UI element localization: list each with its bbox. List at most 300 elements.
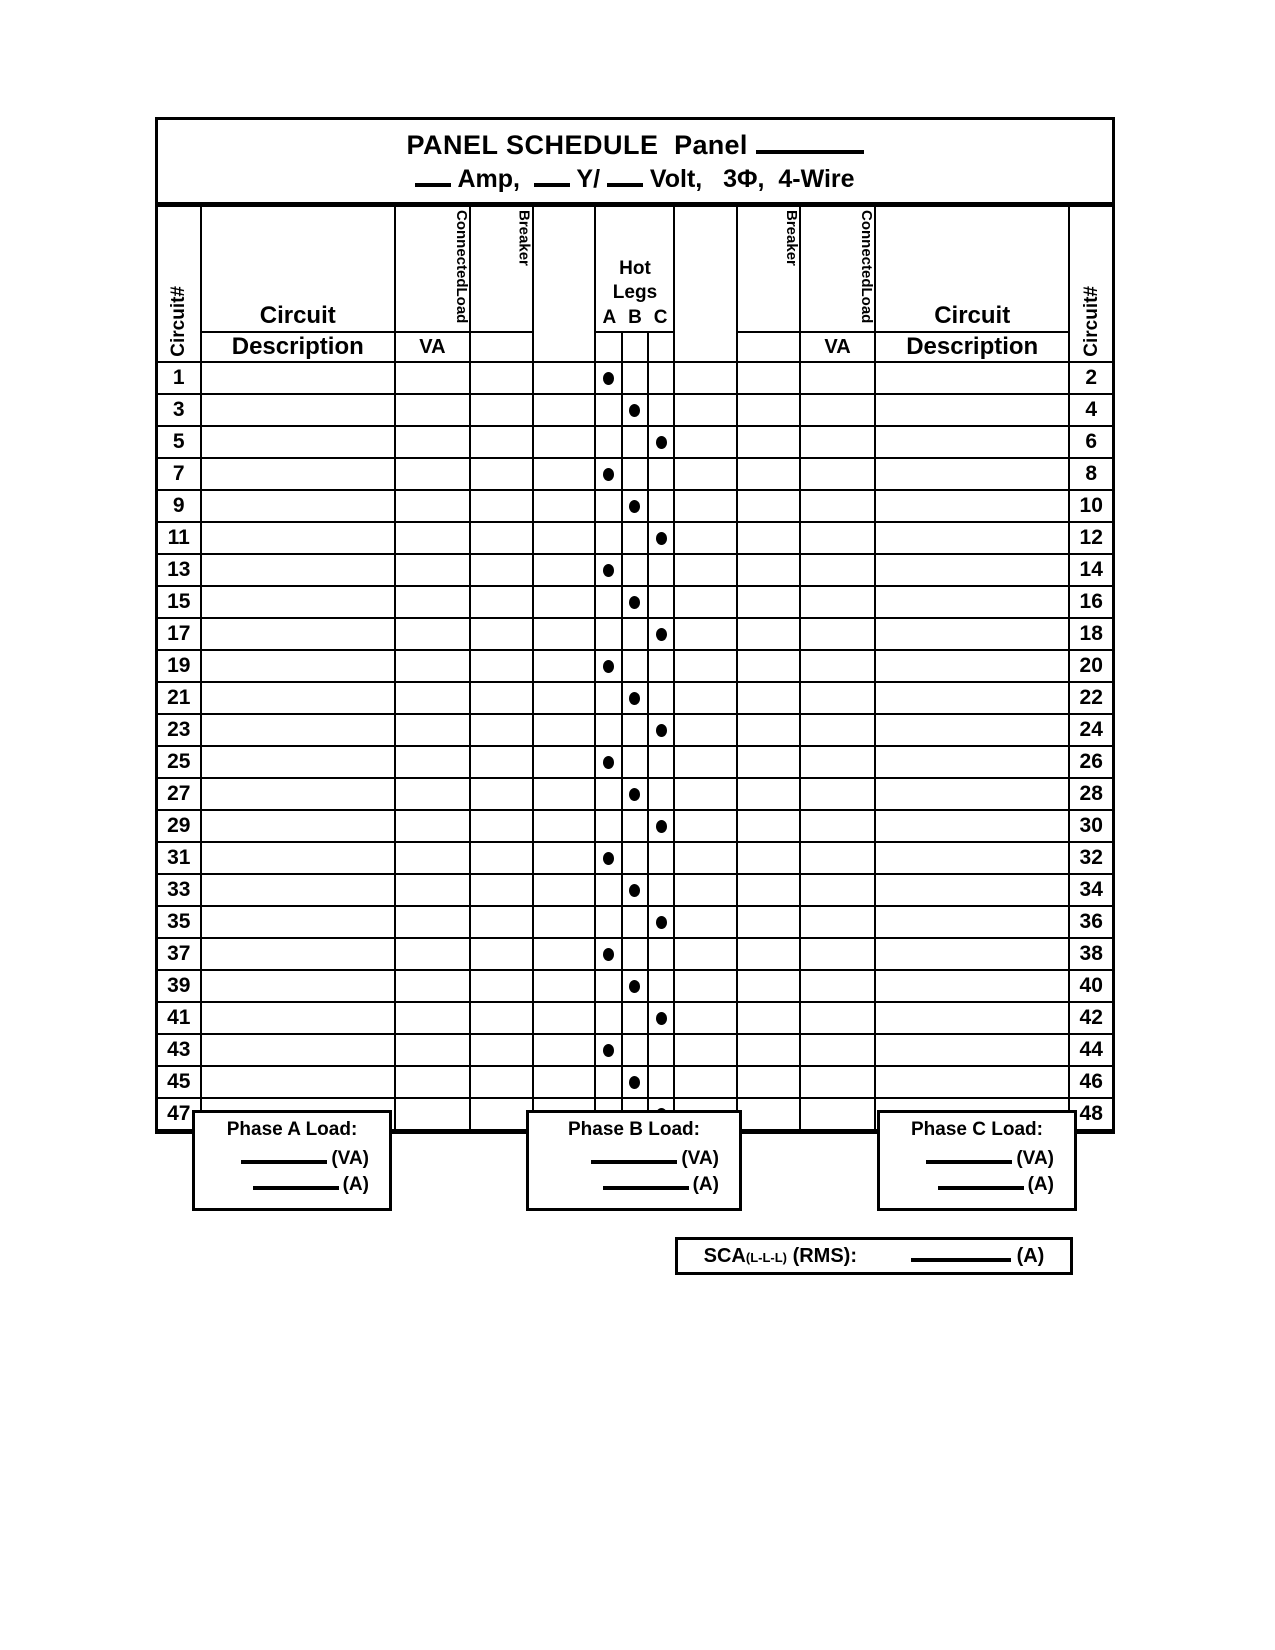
breaker-right-cell[interactable]	[737, 426, 800, 458]
hot-leg-a-cell	[595, 810, 621, 842]
phase-b-va-line[interactable]	[539, 1148, 729, 1170]
breaker-right-cell[interactable]	[737, 586, 800, 618]
connected-load-left-cell[interactable]	[395, 554, 470, 586]
hot-leg-b-cell	[622, 810, 648, 842]
hot-leg-b-cell	[622, 1034, 648, 1066]
spacer-left-cell	[533, 362, 596, 394]
circuit-number-left: 31	[158, 842, 201, 874]
spacer-right-cell	[674, 554, 737, 586]
circuit-number-left: 27	[158, 778, 201, 810]
breaker-left-cell[interactable]	[470, 490, 533, 522]
spacer-right-cell	[674, 586, 737, 618]
table-row	[158, 714, 1112, 746]
hot-leg-c-cell	[648, 522, 674, 554]
phase-a-load-box	[192, 1110, 392, 1211]
spacer-right-cell	[674, 906, 737, 938]
connected-load-right-cell[interactable]	[800, 810, 875, 842]
circuit-description-right-cell[interactable]	[875, 618, 1069, 650]
circuit-number-right: 22	[1069, 682, 1112, 714]
hot-leg-c-cell	[648, 394, 674, 426]
circuit-number-right: 24	[1069, 714, 1112, 746]
phase-c-amp-line[interactable]	[890, 1174, 1064, 1196]
phase-b-amp-blank[interactable]	[603, 1175, 689, 1190]
circuit-description-left-cell[interactable]	[201, 458, 395, 490]
phase-c-va-blank[interactable]	[926, 1149, 1012, 1164]
connected-load-left-cell[interactable]	[395, 362, 470, 394]
spacer-right-cell	[674, 682, 737, 714]
spacer-right-cell	[674, 1066, 737, 1098]
circuit-description-right-cell[interactable]	[875, 810, 1069, 842]
breaker-right-cell[interactable]	[737, 842, 800, 874]
header-leg-b-sub	[622, 332, 648, 362]
wye-voltage-blank[interactable]	[534, 171, 570, 187]
sca-value-blank[interactable]	[911, 1247, 1011, 1262]
connected-load-right-cell[interactable]	[800, 394, 875, 426]
circuit-description-left-cell[interactable]	[201, 426, 395, 458]
breaker-left-cell[interactable]	[470, 394, 533, 426]
connected-load-right-cell[interactable]	[800, 746, 875, 778]
hot-leg-a-cell	[595, 650, 621, 682]
breaker-right-cell[interactable]	[737, 1098, 800, 1130]
breaker-right-cell[interactable]	[737, 1034, 800, 1066]
hot-leg-a-cell	[595, 842, 621, 874]
phase-b-load-box	[526, 1110, 742, 1211]
phase-dot-c	[656, 532, 667, 545]
spacer-left-cell	[533, 1002, 596, 1034]
breaker-left-cell[interactable]	[470, 970, 533, 1002]
breaker-left-cell[interactable]	[470, 1002, 533, 1034]
breaker-left-cell[interactable]	[470, 778, 533, 810]
breaker-right-cell[interactable]	[737, 1002, 800, 1034]
circuit-description-right-cell[interactable]	[875, 554, 1069, 586]
hot-leg-c-cell	[648, 426, 674, 458]
connected-load-left-cell[interactable]	[395, 714, 470, 746]
connected-load-left-cell[interactable]	[395, 426, 470, 458]
circuit-description-right-cell[interactable]	[875, 426, 1069, 458]
table-row	[158, 970, 1112, 1002]
hot-leg-b-cell	[622, 522, 648, 554]
header-breaker-right	[737, 206, 800, 332]
circuit-description-right-cell[interactable]	[875, 842, 1069, 874]
hot-leg-b-cell	[622, 970, 648, 1002]
circuit-number-right: 12	[1069, 522, 1112, 554]
connected-load-right-cell[interactable]	[800, 522, 875, 554]
breaker-right-cell[interactable]	[737, 394, 800, 426]
circuit-grid	[158, 205, 1112, 1131]
circuit-number-right: 30	[1069, 810, 1112, 842]
sca-line	[704, 1245, 1045, 1268]
hot-leg-a-cell	[595, 1034, 621, 1066]
grid-header	[158, 206, 1112, 362]
header-leg-c-sub	[648, 332, 674, 362]
spacer-right-cell	[674, 490, 737, 522]
phase-c-va-line[interactable]	[890, 1148, 1064, 1170]
connected-load-left-cell[interactable]	[395, 522, 470, 554]
connected-load-right-cell[interactable]	[800, 1066, 875, 1098]
breaker-left-cell[interactable]	[470, 586, 533, 618]
connected-load-left-cell[interactable]	[395, 970, 470, 1002]
circuit-description-left-cell[interactable]	[201, 1034, 395, 1066]
breaker-left-cell[interactable]	[470, 650, 533, 682]
breaker-right-cell[interactable]	[737, 458, 800, 490]
connected-load-right-cell[interactable]	[800, 586, 875, 618]
circuit-number-right: 16	[1069, 586, 1112, 618]
hot-leg-c-cell	[648, 650, 674, 682]
connected-load-right-cell[interactable]	[800, 682, 875, 714]
breaker-right-cell[interactable]	[737, 938, 800, 970]
connected-load-right-cell[interactable]	[800, 970, 875, 1002]
circuit-number-right: 34	[1069, 874, 1112, 906]
breaker-left-cell[interactable]	[470, 714, 533, 746]
table-row	[158, 394, 1112, 426]
phase-b-amp-line[interactable]	[539, 1174, 729, 1196]
phase-c-va-unit: (VA)	[1016, 1148, 1054, 1169]
spacer-left-cell	[533, 746, 596, 778]
connected-load-left-cell[interactable]	[395, 394, 470, 426]
circuit-description-left-cell[interactable]	[201, 394, 395, 426]
circuit-number-right: 48	[1069, 1098, 1112, 1130]
circuit-description-left-cell[interactable]	[201, 842, 395, 874]
phase-dot-a	[603, 1044, 614, 1057]
breaker-right-cell[interactable]	[737, 618, 800, 650]
header-desc-right-line2-cell	[875, 332, 1069, 362]
circuit-description-right-cell[interactable]	[875, 714, 1069, 746]
breaker-left-cell[interactable]	[470, 810, 533, 842]
breaker-right-cell[interactable]	[737, 906, 800, 938]
phase-dot-a	[603, 852, 614, 865]
hot-leg-b-cell	[622, 874, 648, 906]
connected-load-right-cell[interactable]	[800, 1002, 875, 1034]
breaker-left-cell[interactable]	[470, 1098, 533, 1130]
connected-load-right-cell[interactable]	[800, 1098, 875, 1130]
hot-leg-c-cell	[648, 1034, 674, 1066]
breaker-right-cell[interactable]	[737, 970, 800, 1002]
connected-load-left-cell[interactable]	[395, 810, 470, 842]
circuit-number-left: 5	[158, 426, 201, 458]
phase-dot-c	[656, 916, 667, 929]
connected-load-left-cell[interactable]	[395, 1034, 470, 1066]
phase-a-amp-unit: (A)	[342, 1174, 369, 1195]
circuit-description-left-cell[interactable]	[201, 682, 395, 714]
hot-leg-a-cell	[595, 746, 621, 778]
phase-c-amp-blank[interactable]	[938, 1175, 1024, 1190]
circuit-description-left-cell[interactable]	[201, 522, 395, 554]
breaker-right-cell[interactable]	[737, 778, 800, 810]
phase-a-amp-blank[interactable]	[253, 1175, 339, 1190]
connected-load-left-cell[interactable]	[395, 586, 470, 618]
connected-load-right-cell[interactable]	[800, 842, 875, 874]
circuit-description-right-cell[interactable]	[875, 458, 1069, 490]
connected-load-left-cell[interactable]	[395, 906, 470, 938]
breaker-right-cell[interactable]	[737, 362, 800, 394]
connected-load-left-cell[interactable]	[395, 842, 470, 874]
header-leg-letters	[596, 304, 673, 330]
phase-dot-a	[603, 948, 614, 961]
connected-load-right-cell[interactable]	[800, 554, 875, 586]
breaker-right-cell[interactable]	[737, 746, 800, 778]
circuit-number-right: 38	[1069, 938, 1112, 970]
table-row	[158, 874, 1112, 906]
breaker-right-cell[interactable]	[737, 650, 800, 682]
connected-load-left-cell[interactable]	[395, 458, 470, 490]
circuit-description-right-cell[interactable]	[875, 778, 1069, 810]
circuit-description-right-cell[interactable]	[875, 970, 1069, 1002]
spacer-left-cell	[533, 1066, 596, 1098]
connected-load-left-cell[interactable]	[395, 938, 470, 970]
hot-leg-b-cell	[622, 746, 648, 778]
circuit-description-right-cell[interactable]	[875, 650, 1069, 682]
phase-dot-b	[629, 404, 640, 417]
circuit-description-right-cell[interactable]	[875, 746, 1069, 778]
spacer-right-cell	[674, 650, 737, 682]
header-desc-left-line2: Description	[231, 333, 364, 360]
breaker-right-cell[interactable]	[737, 682, 800, 714]
connected-load-left-cell[interactable]	[395, 650, 470, 682]
circuit-description-left-cell[interactable]	[201, 746, 395, 778]
circuit-number-right: 26	[1069, 746, 1112, 778]
circuit-description-right-cell[interactable]	[875, 586, 1069, 618]
connected-load-right-cell[interactable]	[800, 1034, 875, 1066]
spacer-right-cell	[674, 778, 737, 810]
circuit-description-right-cell[interactable]	[875, 362, 1069, 394]
circuit-description-left-cell[interactable]	[201, 874, 395, 906]
circuit-description-left-cell[interactable]	[201, 586, 395, 618]
hot-leg-c-cell	[648, 618, 674, 650]
connected-load-right-cell[interactable]	[800, 618, 875, 650]
breaker-right-cell[interactable]	[737, 810, 800, 842]
volt-blank[interactable]	[607, 171, 643, 187]
circuit-description-left-cell[interactable]	[201, 714, 395, 746]
circuit-number-left: 19	[158, 650, 201, 682]
circuit-description-left-cell[interactable]	[201, 906, 395, 938]
circuit-description-left-cell[interactable]	[201, 650, 395, 682]
breaker-left-cell[interactable]	[470, 746, 533, 778]
connected-load-right-cell[interactable]	[800, 426, 875, 458]
spacer-right-cell	[674, 618, 737, 650]
spacer-left-cell	[533, 842, 596, 874]
circuit-number-left: 35	[158, 906, 201, 938]
phase-a-va-blank[interactable]	[241, 1149, 327, 1164]
circuit-description-left-cell[interactable]	[201, 618, 395, 650]
header-circuit-number-right	[1069, 206, 1112, 362]
breaker-right-cell[interactable]	[737, 490, 800, 522]
connected-load-left-cell[interactable]	[395, 1066, 470, 1098]
circuit-description-right-cell[interactable]	[875, 938, 1069, 970]
phase-dot-a	[603, 468, 614, 481]
circuit-number-right: 32	[1069, 842, 1112, 874]
phase-a-amp-line[interactable]	[205, 1174, 379, 1196]
header-circuit-description-right	[875, 206, 1069, 332]
amp-label: Amp,	[457, 164, 520, 193]
header-hot-legs-line1: Hot	[619, 257, 651, 279]
spacer-right-cell	[674, 970, 737, 1002]
circuit-description-right-cell[interactable]	[875, 682, 1069, 714]
hot-leg-c-cell	[648, 842, 674, 874]
connected-load-left-cell[interactable]	[395, 1098, 470, 1130]
spacer-left-cell	[533, 714, 596, 746]
connected-load-right-cell[interactable]	[800, 778, 875, 810]
spacer-left-cell	[533, 874, 596, 906]
sca-subscript: (L-L-L)	[745, 1249, 788, 1265]
breaker-left-cell[interactable]	[470, 1034, 533, 1066]
circuit-number-left: 25	[158, 746, 201, 778]
header-va-left: VA	[395, 332, 470, 362]
spacer-right-cell	[674, 810, 737, 842]
breaker-left-cell[interactable]	[470, 618, 533, 650]
table-row	[158, 426, 1112, 458]
connected-load-left-cell[interactable]	[395, 778, 470, 810]
hot-leg-b-cell	[622, 1002, 648, 1034]
connected-load-right-cell[interactable]	[800, 458, 875, 490]
table-row	[158, 746, 1112, 778]
hot-leg-a-cell	[595, 938, 621, 970]
connected-load-left-cell[interactable]	[395, 618, 470, 650]
title-panel-label: Panel	[674, 130, 748, 160]
header-circuit-number-left	[158, 206, 201, 362]
table-row	[158, 490, 1112, 522]
hot-leg-a-cell	[595, 618, 621, 650]
breaker-left-cell[interactable]	[470, 426, 533, 458]
breaker-left-cell[interactable]	[470, 458, 533, 490]
connected-load-left-cell[interactable]	[395, 746, 470, 778]
phase-dot-a	[603, 372, 614, 385]
breaker-left-cell[interactable]	[470, 938, 533, 970]
hot-leg-b-cell	[622, 394, 648, 426]
circuit-description-left-cell[interactable]	[201, 490, 395, 522]
spacer-right-cell	[674, 714, 737, 746]
connected-load-left-cell[interactable]	[395, 682, 470, 714]
hot-leg-a-cell	[595, 426, 621, 458]
spacer-left-cell	[533, 554, 596, 586]
phase-dot-b	[629, 788, 640, 801]
spacer-right-cell	[674, 522, 737, 554]
hot-leg-c-cell	[648, 1002, 674, 1034]
connected-load-left-cell[interactable]	[395, 874, 470, 906]
hot-leg-b-cell	[622, 714, 648, 746]
spacer-left-cell	[533, 426, 596, 458]
breaker-right-cell[interactable]	[737, 714, 800, 746]
hot-leg-c-cell	[648, 970, 674, 1002]
breaker-left-cell[interactable]	[470, 522, 533, 554]
breaker-left-cell[interactable]	[470, 906, 533, 938]
phase-dot-c	[656, 628, 667, 641]
phase-a-va-line[interactable]	[205, 1148, 379, 1170]
circuit-description-left-cell[interactable]	[201, 1066, 395, 1098]
breaker-left-cell[interactable]	[470, 842, 533, 874]
breaker-right-cell[interactable]	[737, 522, 800, 554]
breaker-right-cell[interactable]	[737, 554, 800, 586]
spacer-left-cell	[533, 618, 596, 650]
header-leg-a-sub	[595, 332, 621, 362]
spacer-left-cell	[533, 490, 596, 522]
circuit-description-right-cell[interactable]	[875, 1002, 1069, 1034]
circuit-description-right-cell[interactable]	[875, 874, 1069, 906]
circuit-number-left: 47	[158, 1098, 201, 1130]
connected-load-right-cell[interactable]	[800, 362, 875, 394]
hot-leg-a-cell	[595, 874, 621, 906]
phase-dot-c	[656, 820, 667, 833]
circuit-number-right: 36	[1069, 906, 1112, 938]
breaker-left-cell[interactable]	[470, 362, 533, 394]
circuit-description-right-cell[interactable]	[875, 906, 1069, 938]
phase-b-va-blank[interactable]	[591, 1149, 677, 1164]
spacer-right-cell	[674, 458, 737, 490]
spacer-left-cell	[533, 810, 596, 842]
spacer-left-cell	[533, 778, 596, 810]
header-connected-load-right-label: ConnectedLoad	[857, 209, 875, 324]
connected-load-right-cell[interactable]	[800, 938, 875, 970]
breaker-left-cell[interactable]	[470, 682, 533, 714]
breaker-left-cell[interactable]	[470, 874, 533, 906]
spacer-left-cell	[533, 682, 596, 714]
spacer-left-cell	[533, 906, 596, 938]
header-breaker-right-sub	[737, 332, 800, 362]
circuit-description-right-cell[interactable]	[875, 1034, 1069, 1066]
sca-label: SCA	[703, 1244, 746, 1267]
circuit-description-left-cell[interactable]	[201, 970, 395, 1002]
header-va-right: VA	[800, 332, 875, 362]
connected-load-left-cell[interactable]	[395, 490, 470, 522]
connected-load-right-cell[interactable]	[800, 650, 875, 682]
breaker-right-cell[interactable]	[737, 1066, 800, 1098]
hot-leg-c-cell	[648, 554, 674, 586]
header-breaker-left-sub	[470, 332, 533, 362]
hot-leg-c-cell	[648, 938, 674, 970]
header-breaker-left	[470, 206, 533, 332]
circuit-number-right: 10	[1069, 490, 1112, 522]
breaker-left-cell[interactable]	[470, 554, 533, 586]
circuit-description-left-cell[interactable]	[201, 362, 395, 394]
header-circuit-number-left-label: Circuit#	[168, 286, 190, 358]
table-row	[158, 682, 1112, 714]
spacer-right-cell	[674, 362, 737, 394]
breaker-right-cell[interactable]	[737, 874, 800, 906]
connected-load-right-cell[interactable]	[800, 906, 875, 938]
hot-leg-b-cell	[622, 490, 648, 522]
connected-load-right-cell[interactable]	[800, 490, 875, 522]
amp-rating-blank[interactable]	[415, 171, 451, 187]
circuit-description-right-cell[interactable]	[875, 394, 1069, 426]
circuit-number-right: 46	[1069, 1066, 1112, 1098]
table-row	[158, 810, 1112, 842]
connected-load-right-cell[interactable]	[800, 714, 875, 746]
connected-load-right-cell[interactable]	[800, 874, 875, 906]
circuit-description-left-cell[interactable]	[201, 554, 395, 586]
circuit-description-right-cell[interactable]	[875, 490, 1069, 522]
hot-leg-c-cell	[648, 906, 674, 938]
table-row	[158, 938, 1112, 970]
circuit-description-left-cell[interactable]	[201, 810, 395, 842]
hot-leg-a-cell	[595, 1002, 621, 1034]
circuit-number-right: 42	[1069, 1002, 1112, 1034]
circuit-description-left-cell[interactable]	[201, 778, 395, 810]
table-row	[158, 842, 1112, 874]
circuit-description-left-cell[interactable]	[201, 938, 395, 970]
circuit-description-right-cell[interactable]	[875, 522, 1069, 554]
spacer-left-cell	[533, 970, 596, 1002]
hot-leg-a-cell	[595, 906, 621, 938]
phase-b-amp-unit: (A)	[692, 1174, 719, 1195]
panel-name-blank[interactable]	[756, 134, 864, 154]
header-desc-right-line2: Description	[906, 333, 1039, 360]
panel-schedule-table	[155, 117, 1115, 1134]
table-row	[158, 554, 1112, 586]
breaker-left-cell[interactable]	[470, 1066, 533, 1098]
connected-load-left-cell[interactable]	[395, 1002, 470, 1034]
spacer-right-cell	[674, 1002, 737, 1034]
circuit-description-left-cell[interactable]	[201, 1002, 395, 1034]
circuit-description-right-cell[interactable]	[875, 1066, 1069, 1098]
